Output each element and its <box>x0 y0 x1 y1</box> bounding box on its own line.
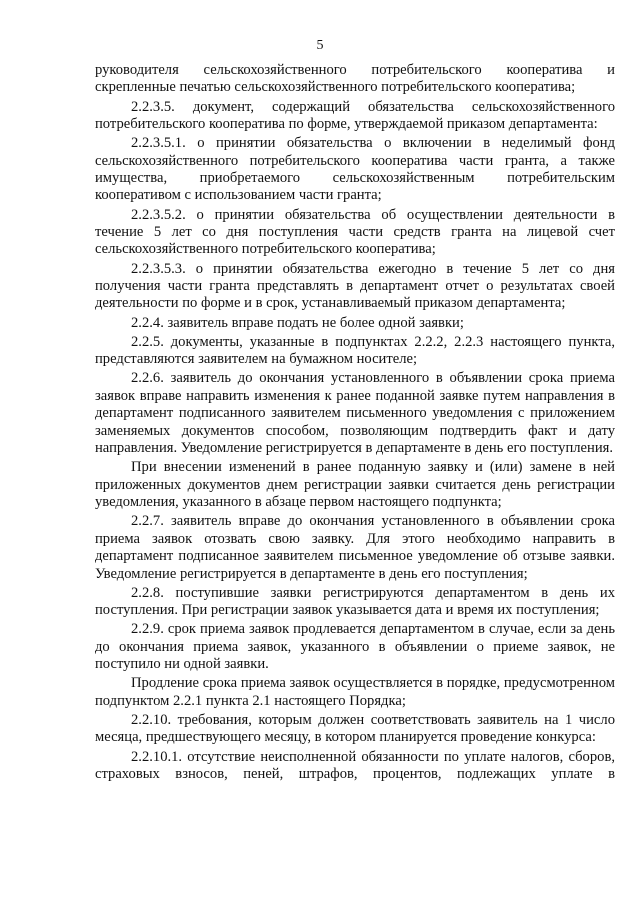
paragraph-2-2-7: 2.2.7. заявитель вправе до окончания установленного в объявлении срока приема заявок отозвать свою заявку. Для этого необходимо направить в департамент подписанное заявителем письменное уведомление об отзыве заявки. Уведомление регистрируется в департаменте в день его поступления; <box>95 513 615 582</box>
paragraph-2-2-3-5-2: 2.2.3.5.2. о принятии обязательства об осуществлении деятельности в течение 5 лет со дня поступления части средств гранта на лицевой счет сельскохозяйственного потребительского кооператива; <box>95 206 615 258</box>
paragraph-extension: Продление срока приема заявок осуществляется в порядке, предусмотренном подпунктом 2.2.1 пункта 2.1 настоящего Порядка; <box>95 675 615 709</box>
page-number: 5 <box>316 38 324 53</box>
paragraph-2-2-4: 2.2.4. заявитель вправе подать не более одной заявки; <box>131 314 464 331</box>
paragraph-2-2-10-1: 2.2.10.1. отсутствие неисполненной обязанности по уплате налогов, сборов, страховых взносов, пеней, штрафов, процентов, подлежащих уплате в <box>95 748 615 782</box>
paragraph-2-2-3-5-3: 2.2.3.5.3. о принятии обязательства ежегодно в течение 5 лет со дня получения части гранта представлять в департамент отчет о результатах своей деятельности по форме и в срок, устанавливаемый приказом департамента; <box>95 260 615 312</box>
paragraph-2-2-6: 2.2.6. заявитель до окончания установленного в объявлении срока приема заявок вправе направить изменения к ранее поданной заявке путем направления в департамент подписанного заявителем письменного уведомления с приложением заменяемых документов способом, позволяющим подтвердить факт и дату направления. Уведомление регистрируется в департаменте в день его поступления. <box>95 370 615 457</box>
paragraph-2-2-10: 2.2.10. требования, которым должен соответствовать заявитель на 1 число месяца, предшествующего месяцу, в котором планируется проведение конкурса: <box>95 711 615 746</box>
paragraph-2-2-5: 2.2.5. документы, указанные в подпунктах 2.2.2, 2.2.3 настоящего пункта, представляются заявителем на бумажном носителе; <box>95 333 615 368</box>
paragraph-2-2-9: 2.2.9. срок приема заявок продлевается департаментом в случае, если за день до окончания приема заявок, указанного в объявлении о приеме заявок, не поступило ни одной заявки. <box>95 621 615 673</box>
paragraph-1: руководителя сельскохозяйственного потребительского кооператива и скрепленные печатью сельскохозяйственного потребительского кооператива; <box>95 62 615 96</box>
document-body <box>95 62 615 785</box>
paragraph-2-2-8: 2.2.8. поступившие заявки регистрируются департаментом в день их поступления. При регистрации заявок указывается дата и время их поступления; <box>95 584 615 619</box>
paragraph-changes-registration: При внесении изменений в ранее поданную заявку и (или) замене в ней приложенных документов днем регистрации заявки считается день регистрации уведомления, указанного в абзаце первом настоящего подпункта; <box>95 459 615 511</box>
paragraph-2-2-3-5-1: 2.2.3.5.1. о принятии обязательства о включении в неделимый фонд сельскохозяйственного потребительского кооператива части гранта, а также имущества, приобретаемого сельскохозяйственным потребительским кооперативом с использованием части гранта; <box>95 135 615 204</box>
paragraph-2-2-3-5: 2.2.3.5. документ, содержащий обязательства сельскохозяйственного потребительского кооператива по форме, утверждаемой приказом департамента: <box>95 98 615 133</box>
